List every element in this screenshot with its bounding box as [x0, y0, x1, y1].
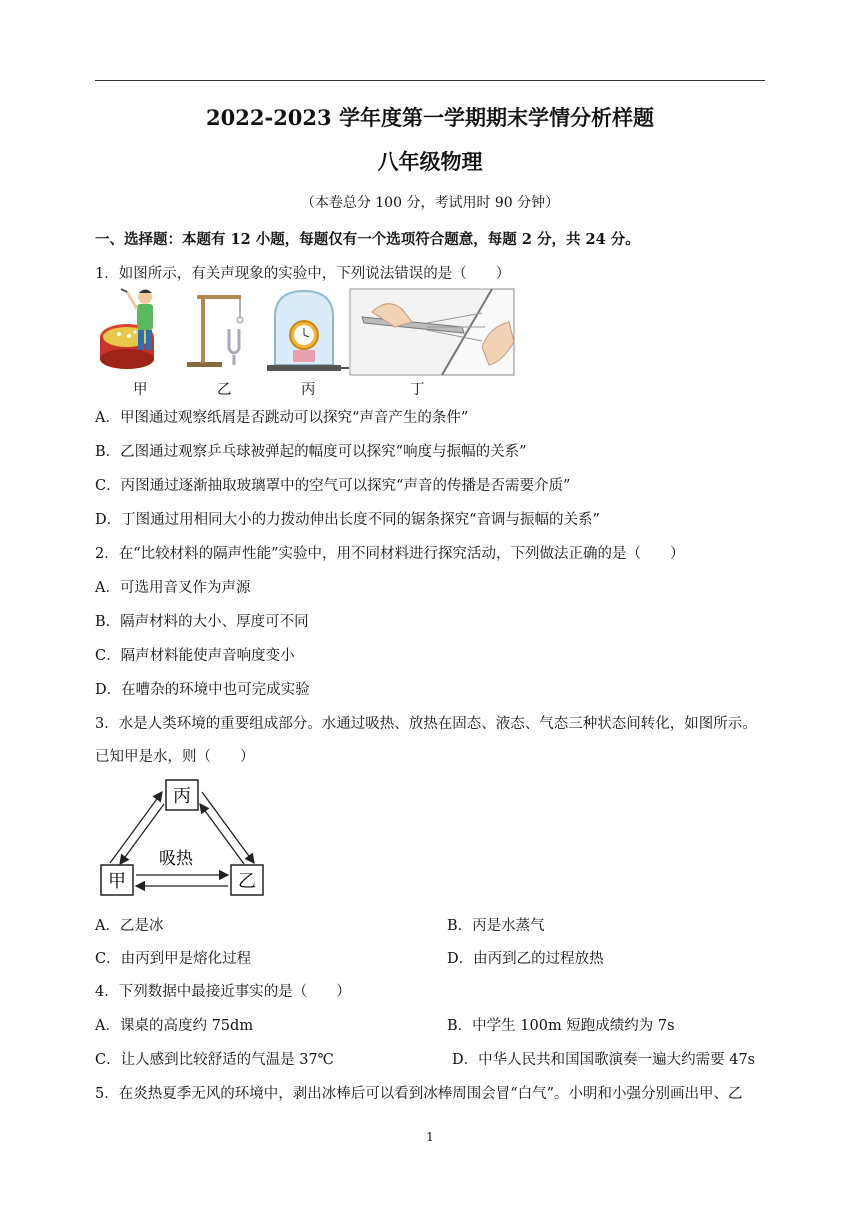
exam-note: （本卷总分 100 分，考试用时 90 分钟）	[300, 195, 560, 211]
q2-option-d: D．在嘈杂的环境中也可完成实验	[95, 682, 310, 698]
section-heading: 一、选择题：本题有 12 小题，每题仅有一个选项符合题意，每题 2 分，共 24 分。	[95, 231, 640, 248]
q3-option-b: B．丙是水蒸气	[447, 918, 545, 934]
fig-label-ding: 丁	[410, 382, 425, 398]
exam-subject: 八年级物理	[377, 149, 483, 174]
q2-option-a: A．可选用音叉作为声源	[95, 580, 251, 596]
q3-option-a: A．乙是冰	[95, 918, 164, 934]
q4-option-c: C．让人感到比较舒适的气温是 37℃	[95, 1052, 334, 1068]
diagram-label-yi: 乙	[238, 871, 256, 892]
saw-blade-table-image	[350, 289, 514, 375]
q3-option-c: C．由丙到甲是熔化过程	[95, 951, 252, 967]
q2-option-c: C．隔声材料能使声音响度变小	[95, 648, 295, 664]
q1-option-b: B．乙图通过观察乒乓球被弹起的幅度可以探究“响度与振幅的关系”	[95, 444, 527, 460]
state-change-diagram	[98, 778, 268, 898]
q4-option-b: B．中学生 100m 短跑成绩约为 7s	[447, 1018, 675, 1034]
header-rule	[95, 80, 765, 81]
q1-option-c: C．丙图通过逐渐抽取玻璃罩中的空气可以探究“声音的传播是否需要介质”	[95, 478, 571, 494]
fig-label-yi: 乙	[217, 382, 232, 398]
q2-option-b: B．隔声材料的大小、厚度可不同	[95, 614, 309, 630]
q1-option-d: D．丁图通过用相同大小的力拨动伸出长度不同的锯条探究“音调与振幅的关系”	[95, 512, 600, 528]
q5-stem: 5．在炎热夏季无风的环境中，剥出冰棒后可以看到冰棒周围会冒“白气”。小明和小强分别画出甲、乙	[95, 1086, 743, 1102]
diagram-label-jia: 甲	[108, 871, 126, 892]
q4-option-a: A．课桌的高度约 75dm	[95, 1018, 254, 1034]
diagram-label-bing: 丙	[173, 786, 191, 807]
diagram-arrow-label: 吸热	[159, 849, 193, 869]
tuning-fork-stand-image	[187, 295, 243, 367]
exam-title: 2022-2023 学年度第一学期期末学情分析样题	[206, 105, 654, 130]
page-number: 1	[426, 1130, 434, 1144]
q4-stem: 4．下列数据中最接近事实的是（ ）	[95, 984, 351, 1000]
q1-stem: 1．如图所示，有关声现象的实验中，下列说法错误的是（ ）	[95, 266, 511, 282]
drum-boy-image	[100, 289, 154, 369]
fig-label-bing: 丙	[301, 382, 316, 398]
q3-option-d: D．由丙到乙的过程放热	[447, 951, 604, 967]
bell-jar-clock-image	[267, 291, 349, 371]
q3-stem-line2: 已知甲是水，则（ ）	[95, 749, 255, 765]
fig-label-jia: 甲	[133, 382, 148, 398]
q3-stem-line1: 3．水是人类环境的重要组成部分。水通过吸热、放热在固态、液态、气态三种状态间转化，如图所示。	[95, 716, 757, 732]
q1-option-a: A．甲图通过观察纸屑是否跳动可以探究“声音产生的条件”	[95, 410, 469, 426]
q4-option-d: D．中华人民共和国国歌演奏一遍大约需要 47s	[452, 1052, 756, 1068]
q2-stem: 2．在“比较材料的隔声性能”实验中，用不同材料进行探究活动，下列做法正确的是（ ）	[95, 546, 685, 562]
